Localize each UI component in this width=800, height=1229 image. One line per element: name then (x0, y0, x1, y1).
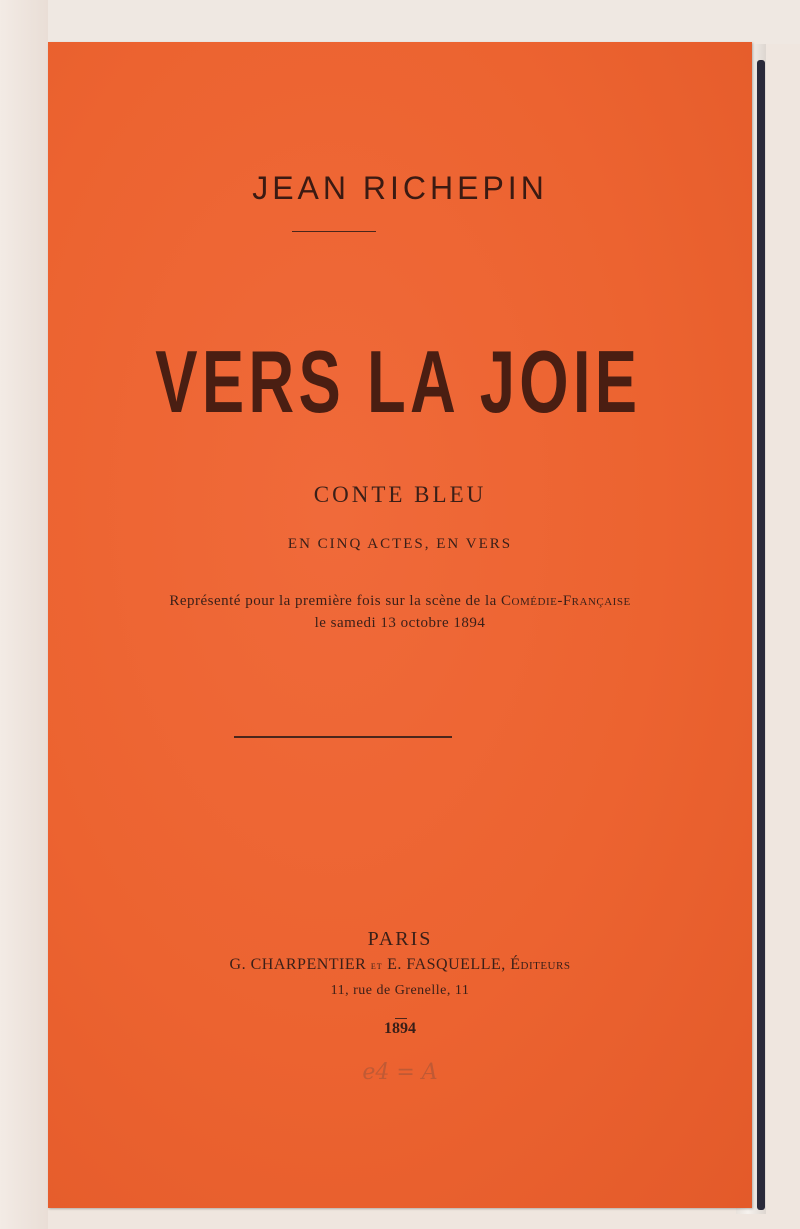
publisher-part1: G. CHARPENTIER (229, 956, 371, 973)
book-title: VERS LA JOIE (155, 332, 642, 431)
performance-note (48, 590, 752, 634)
middle-rule (234, 736, 452, 738)
publication-year: 1894 (384, 1020, 416, 1037)
binding-strip (757, 60, 765, 1210)
author-name: JEAN RICHEPIN (252, 170, 548, 206)
publisher-line (48, 956, 752, 974)
publisher-et: et (370, 958, 383, 972)
performance-prefix: Représenté pour la première fois sur la scène de la (169, 593, 502, 609)
publisher-part2: E. FASQUELLE, (382, 956, 511, 973)
book-subtitle: CONTE BLEU (313, 482, 487, 507)
publisher-address: 11, rue de Grenelle, 11 (330, 983, 470, 998)
performance-date: le samedi 13 octobre 1894 (314, 615, 486, 631)
backdrop-left (0, 0, 48, 1229)
book-cover (48, 42, 752, 1208)
top-rule (292, 231, 376, 232)
publication-city: PARIS (367, 928, 433, 950)
small-rule (395, 1018, 407, 1019)
acts-line: EN CINQ ACTES, EN VERS (287, 536, 513, 552)
publisher-role: Éditeurs (510, 956, 571, 973)
performance-theatre: Comédie-Française (501, 593, 631, 609)
backdrop-top (0, 0, 800, 44)
pencil-annotation: e4 = A (362, 1060, 438, 1085)
